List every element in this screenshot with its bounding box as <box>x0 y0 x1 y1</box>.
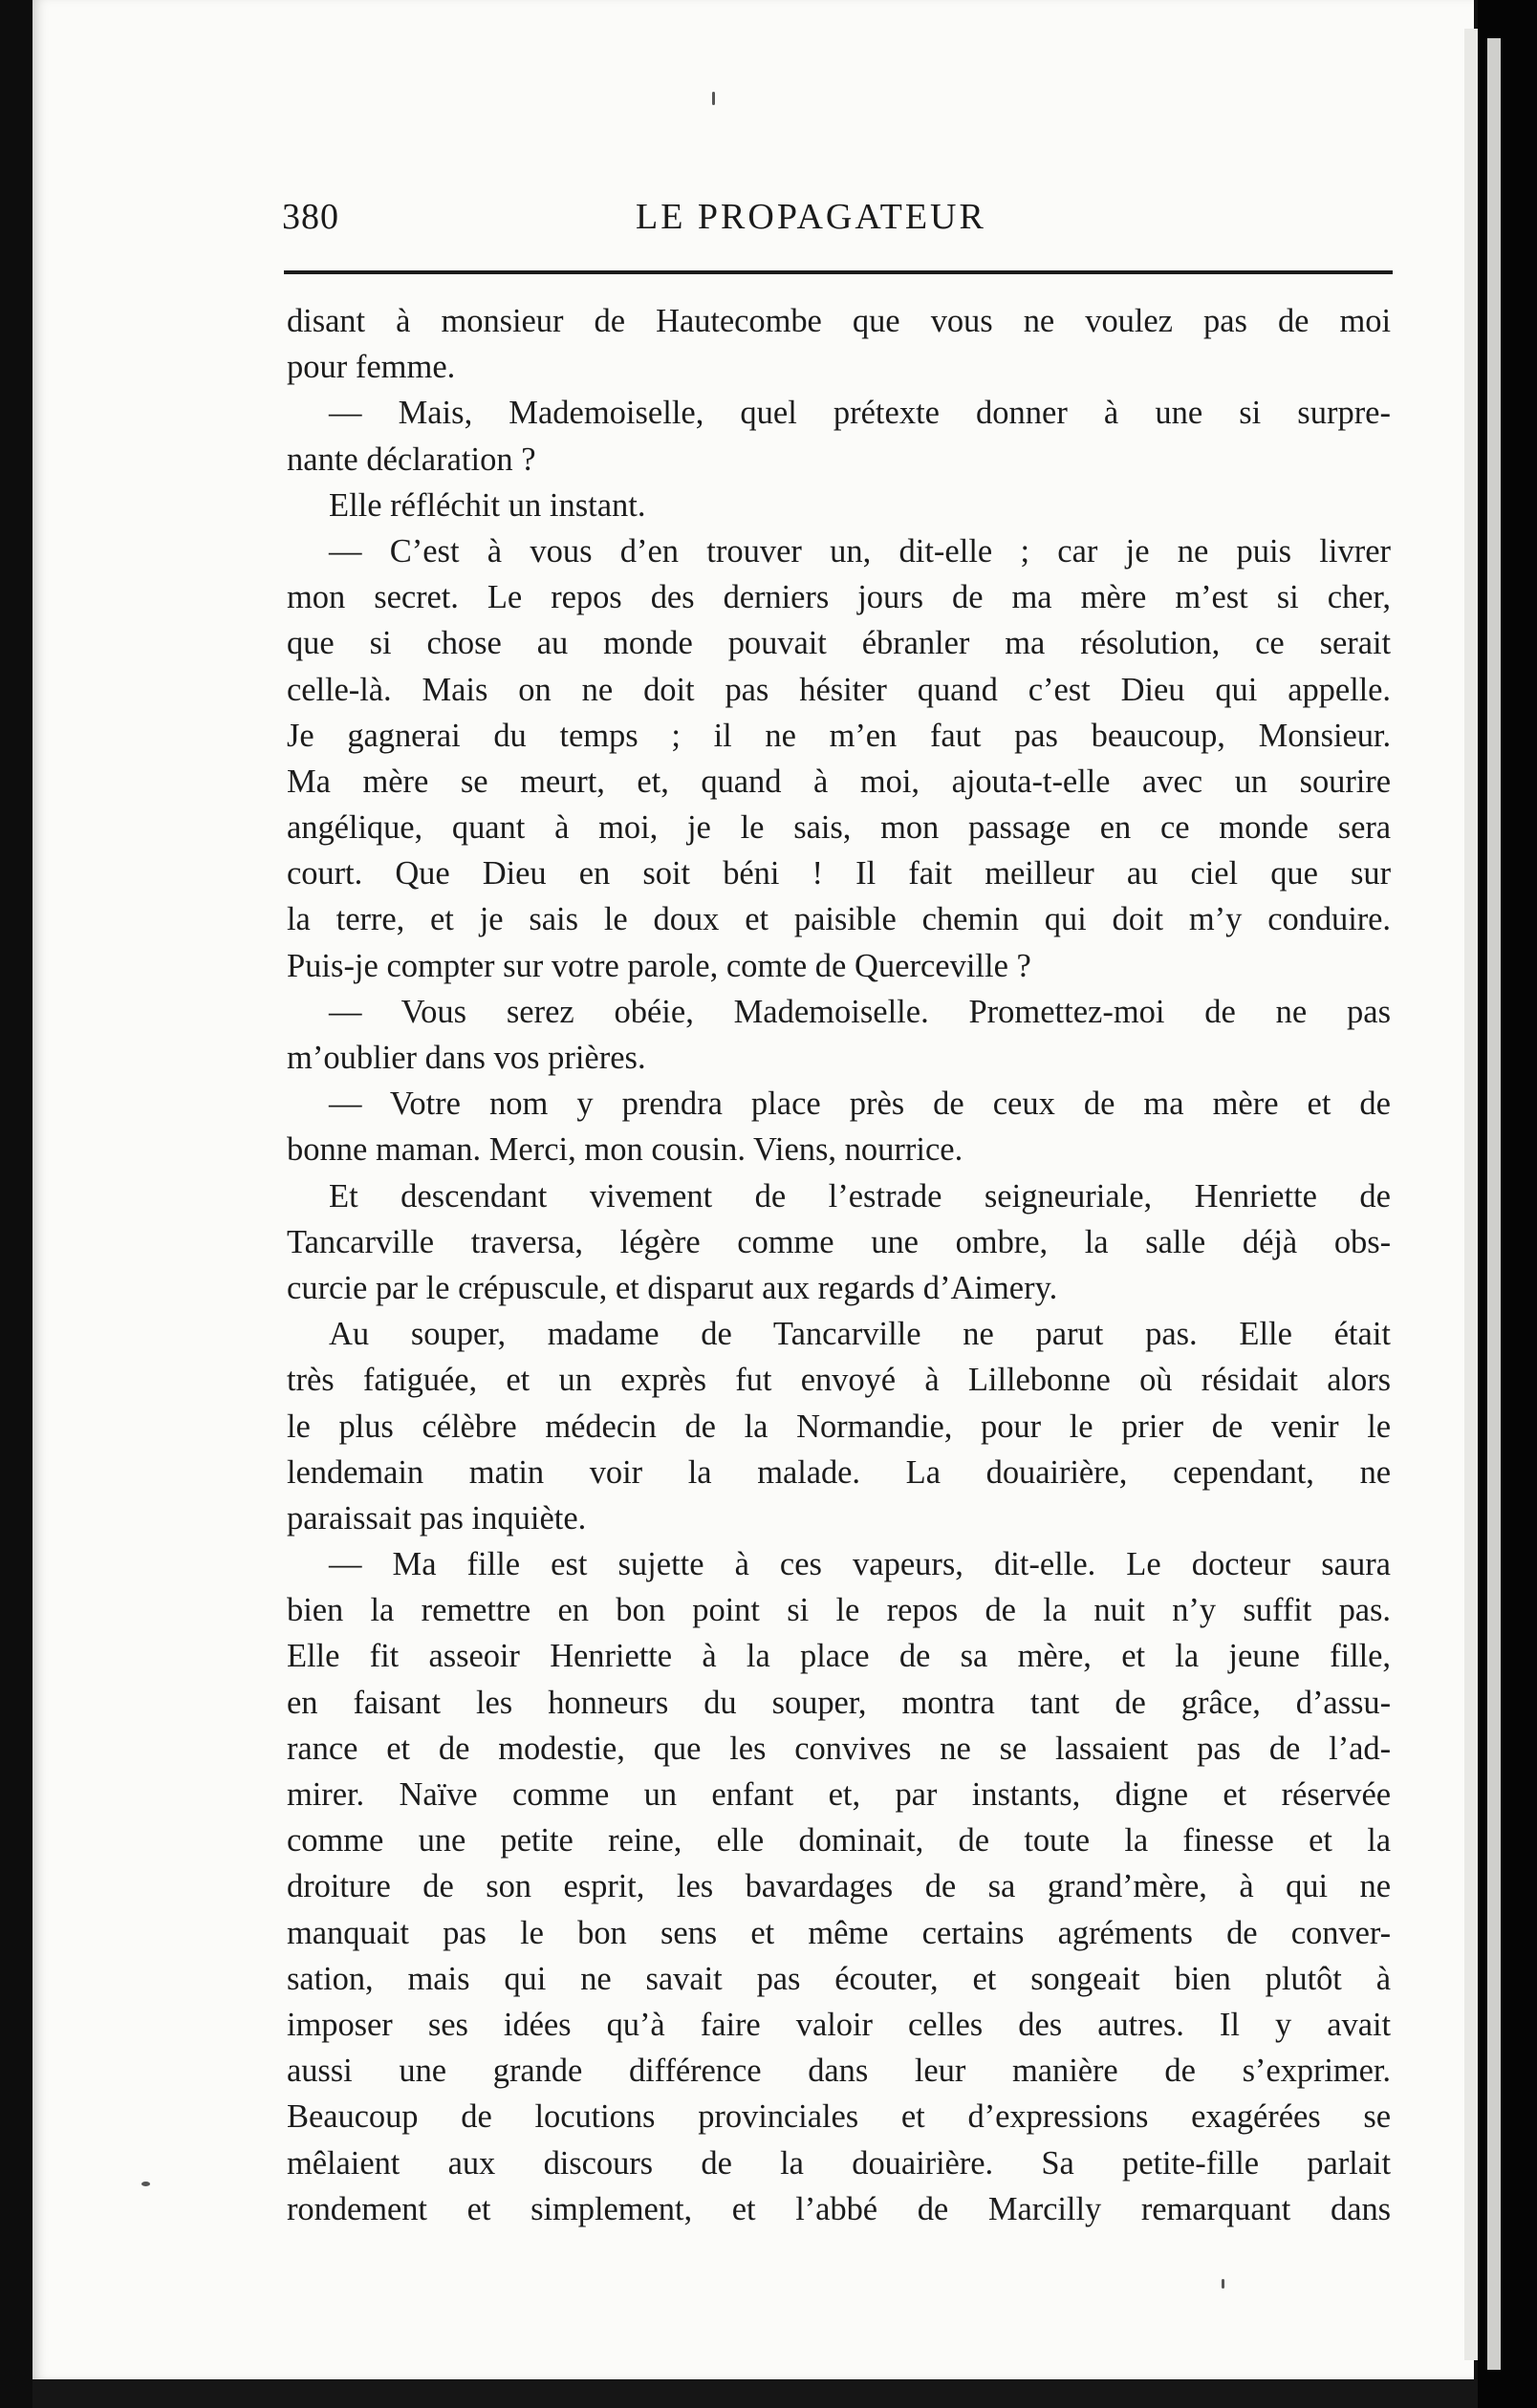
scan-bottom-border <box>32 2379 1478 2408</box>
text-line: m’oublier dans vos prières. <box>287 1040 646 1076</box>
header-rule <box>284 270 1393 274</box>
text-line: comme une petite reine, elle dominait, de toute la finesse et la <box>287 1822 1391 1860</box>
dust-speck <box>712 92 715 105</box>
text-line: mêlaient aux discours de la douairière. Sa petite-fille parlait <box>287 2144 1391 2182</box>
text-line: Elle fit asseoir Henriette à la place de sa mère, et la jeune fille, <box>287 1638 1391 1675</box>
text-line: pour femme. <box>287 349 456 386</box>
text-line: paraissait pas inquiète. <box>287 1499 587 1537</box>
text-line: rance et de modestie, que les convives ne se lassaient pas de l’ad- <box>287 1730 1391 1767</box>
text-line: — Mais, Mademoiselle, quel prétexte donner à une si surpre- <box>329 395 1391 432</box>
text-line: rondement et simplement, et l’abbé de Marcilly remarquant dans <box>287 2190 1391 2227</box>
text-line: mon secret. Le repos des derniers jours de ma mère m’est si cher, <box>287 579 1391 616</box>
text-line: — Votre nom y prendra place près de ceux de ma mère et de <box>329 1086 1391 1123</box>
text-line: Beaucoup de locutions provinciales et d’expressions exagérées se <box>287 2098 1391 2136</box>
text-line: nante déclaration ? <box>287 441 536 478</box>
text-line: — C’est à vous d’en trouver un, dit-elle ; car je ne puis livrer <box>329 532 1391 570</box>
text-line: sation, mais qui ne savait pas écouter, et songeait bien plutôt à <box>287 1960 1391 1997</box>
text-line: Ma mère se meurt, et, quand à moi, ajouta-t-elle avec un sourire <box>287 763 1391 800</box>
text-line: lendemain matin voir la malade. La douairière, cependant, ne <box>287 1453 1391 1491</box>
text-line: le plus célèbre médecin de la Normandie, pour le prier de venir le <box>287 1408 1391 1445</box>
text-line: celle-là. Mais on ne doit pas hésiter quand c’est Dieu qui appelle. <box>287 671 1391 708</box>
page-edge <box>1464 29 1478 2360</box>
text-line: Elle réfléchit un instant. <box>329 486 646 524</box>
dust-speck <box>1222 2279 1224 2289</box>
text-line: très fatiguée, et un exprès fut envoyé à Lillebonne où résidait alors <box>287 1362 1391 1399</box>
text-line: bien la remettre en bon point si le repos de la nuit n’y suffit pas. <box>287 1592 1391 1629</box>
page-number: 380 <box>282 197 339 237</box>
text-line: Puis-je compter sur votre parole, comte de Querceville ? <box>287 947 1031 984</box>
text-line: la terre, et je sais le doux et paisible chemin qui doit m’y conduire. <box>287 901 1391 938</box>
text-line: manquait pas le bon sens et même certains agréments de conver- <box>287 1914 1391 1951</box>
dust-speck <box>141 2182 150 2186</box>
text-line: Et descendant vivement de l’estrade seigneuriale, Henriette de <box>329 1177 1391 1215</box>
text-line: curcie par le crépuscule, et disparut aux regards d’Aimery. <box>287 1269 1058 1306</box>
text-line: Tancarville traversa, légère comme une ombre, la salle déjà obs- <box>287 1223 1391 1260</box>
text-line: Je gagnerai du temps ; il ne m’en faut pas beaucoup, Monsieur. <box>287 717 1391 754</box>
text-line: imposer ses idées qu’à faire valoir celles des autres. Il y avait <box>287 2006 1391 2043</box>
text-line: aussi une grande différence dans leur manière de s’exprimer. <box>287 2053 1391 2090</box>
scan-left-border <box>0 0 32 2408</box>
adjacent-page-strip <box>1487 38 1501 2370</box>
page-header <box>282 196 1393 253</box>
text-line: droiture de son esprit, les bavardages de sa grand’mère, à qui ne <box>287 1868 1391 1905</box>
text-line: disant à monsieur de Hautecombe que vous ne voulez pas de moi <box>287 303 1391 339</box>
running-title: LE PROPAGATEUR <box>636 197 986 237</box>
text-line: bonne maman. Merci, mon cousin. Viens, nourrice. <box>287 1131 963 1169</box>
text-line: Au souper, madame de Tancarville ne parut pas. Elle était <box>329 1316 1391 1353</box>
text-line: — Vous serez obéie, Mademoiselle. Promettez-moi de ne pas <box>329 993 1391 1030</box>
text-line: en faisant les honneurs du souper, montra tant de grâce, d’assu- <box>287 1684 1391 1721</box>
text-line: mirer. Naïve comme un enfant et, par instants, digne et réservée <box>287 1776 1391 1813</box>
text-line: — Ma fille est sujette à ces vapeurs, dit-elle. Le docteur saura <box>329 1546 1391 1583</box>
text-line: angélique, quant à moi, je le sais, mon passage en ce monde sera <box>287 809 1391 847</box>
text-line: que si chose au monde pouvait ébranler ma résolution, ce serait <box>287 625 1391 662</box>
text-line: court. Que Dieu en soit béni ! Il fait meilleur au ciel que sur <box>287 855 1391 892</box>
body-text <box>287 298 1391 2232</box>
